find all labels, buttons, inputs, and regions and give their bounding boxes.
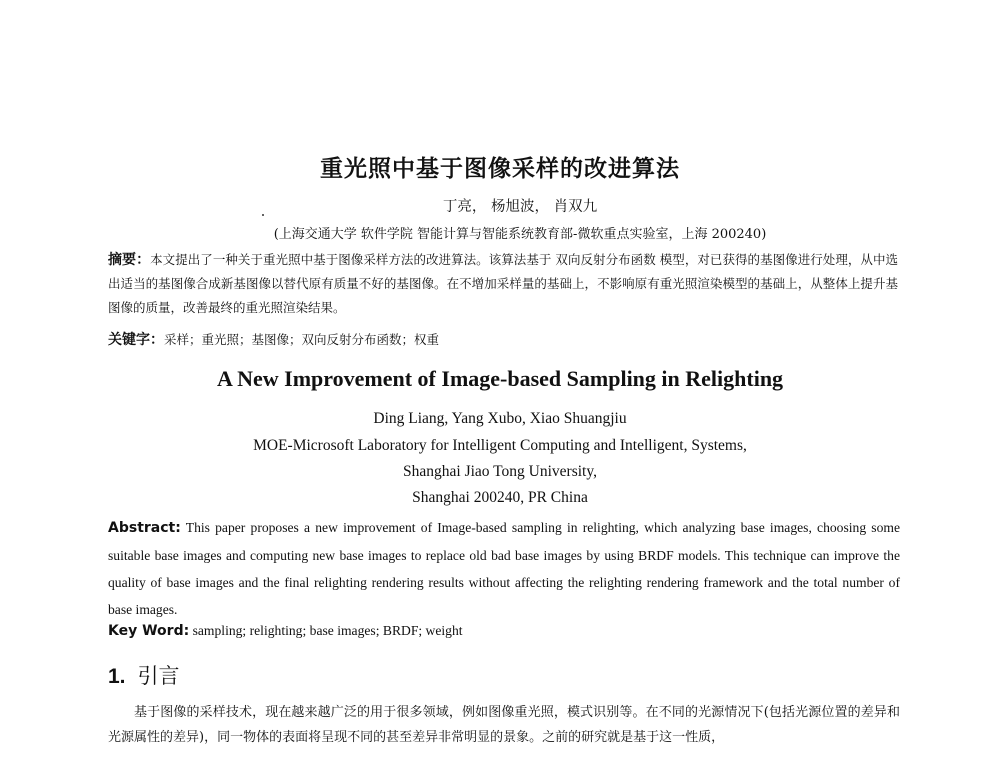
english-keywords (108, 623, 898, 639)
chinese-keywords (108, 329, 898, 349)
section-paragraph: 基于图像的采样技术，现在越来越广泛的用于很多领域，例如图像重光照，模式识别等。在不同的光源情况下(包括光源位置的差异和光源属性的差异)，同一物体的表面将呈现不同的甚至差异非常明显的景象。之前的研究就是基于这一性质， (108, 705, 900, 745)
chinese-abstract-text: 本文提出了一种关于重光照中基于图像采样方法的改进算法。该算法基于 双向反射分布函数 模型，对已获得的基图像进行处理，从中选出适当的基图像合成新基图像以替代原有质量不好的基图像。在不增加采样量的基础上，不影响原有重光照渲染模型的基础上，从整体上提升基图像的质量，改善最终的重光照渲染结果。 (108, 252, 899, 315)
chinese-abstract-label: 摘要： (108, 252, 151, 268)
chinese-authors: 丁亮， 杨旭波， 肖双九 (442, 199, 598, 215)
section-title: 引言 (137, 664, 180, 688)
english-affiliation-line2: Shanghai Jiao Tong University, (403, 463, 597, 480)
english-keywords-label: Key Word: (108, 623, 190, 639)
chinese-affiliation: (上海交通大学 软件学院 智能计算与智能系统教育部-微软重点实验室，上海 200240) (273, 227, 767, 242)
chinese-title: 重光照中基于图像采样的改进算法 (320, 155, 680, 182)
section-heading (108, 660, 180, 690)
english-keywords-text: sampling; relighting; base images; BRDF; weight (192, 623, 463, 638)
chinese-keywords-text: 采样；重光照；基图像；双向反射分布函数；权重 (164, 332, 440, 347)
english-abstract-text: This paper proposes a new improvement of Image-based sampling in relighting, which analyzing base images, choosing some suitable base images and computing new base images to replace old bad base images by using BRDF models. This technique can improve the quality of base images and the final relighting rendering results without affecting the relighting rendering framework and the total number of base images. (108, 520, 900, 617)
english-title: A New Improvement of Image-based Sampling in Relighting (216, 366, 784, 391)
english-abstract (108, 514, 900, 623)
chinese-abstract (108, 248, 898, 320)
english-affiliation-line3: Shanghai 200240, PR China (412, 489, 588, 506)
chinese-keywords-label: 关键字： (108, 332, 164, 348)
english-authors: Ding Liang, Yang Xubo, Xiao Shuangjiu (373, 410, 627, 427)
section-number: 1. (108, 665, 126, 688)
english-abstract-label: Abstract: (108, 520, 181, 536)
english-affiliation-line1: MOE-Microsoft Laboratory for Intelligent Computing and Intelligent, Systems, (253, 437, 747, 454)
